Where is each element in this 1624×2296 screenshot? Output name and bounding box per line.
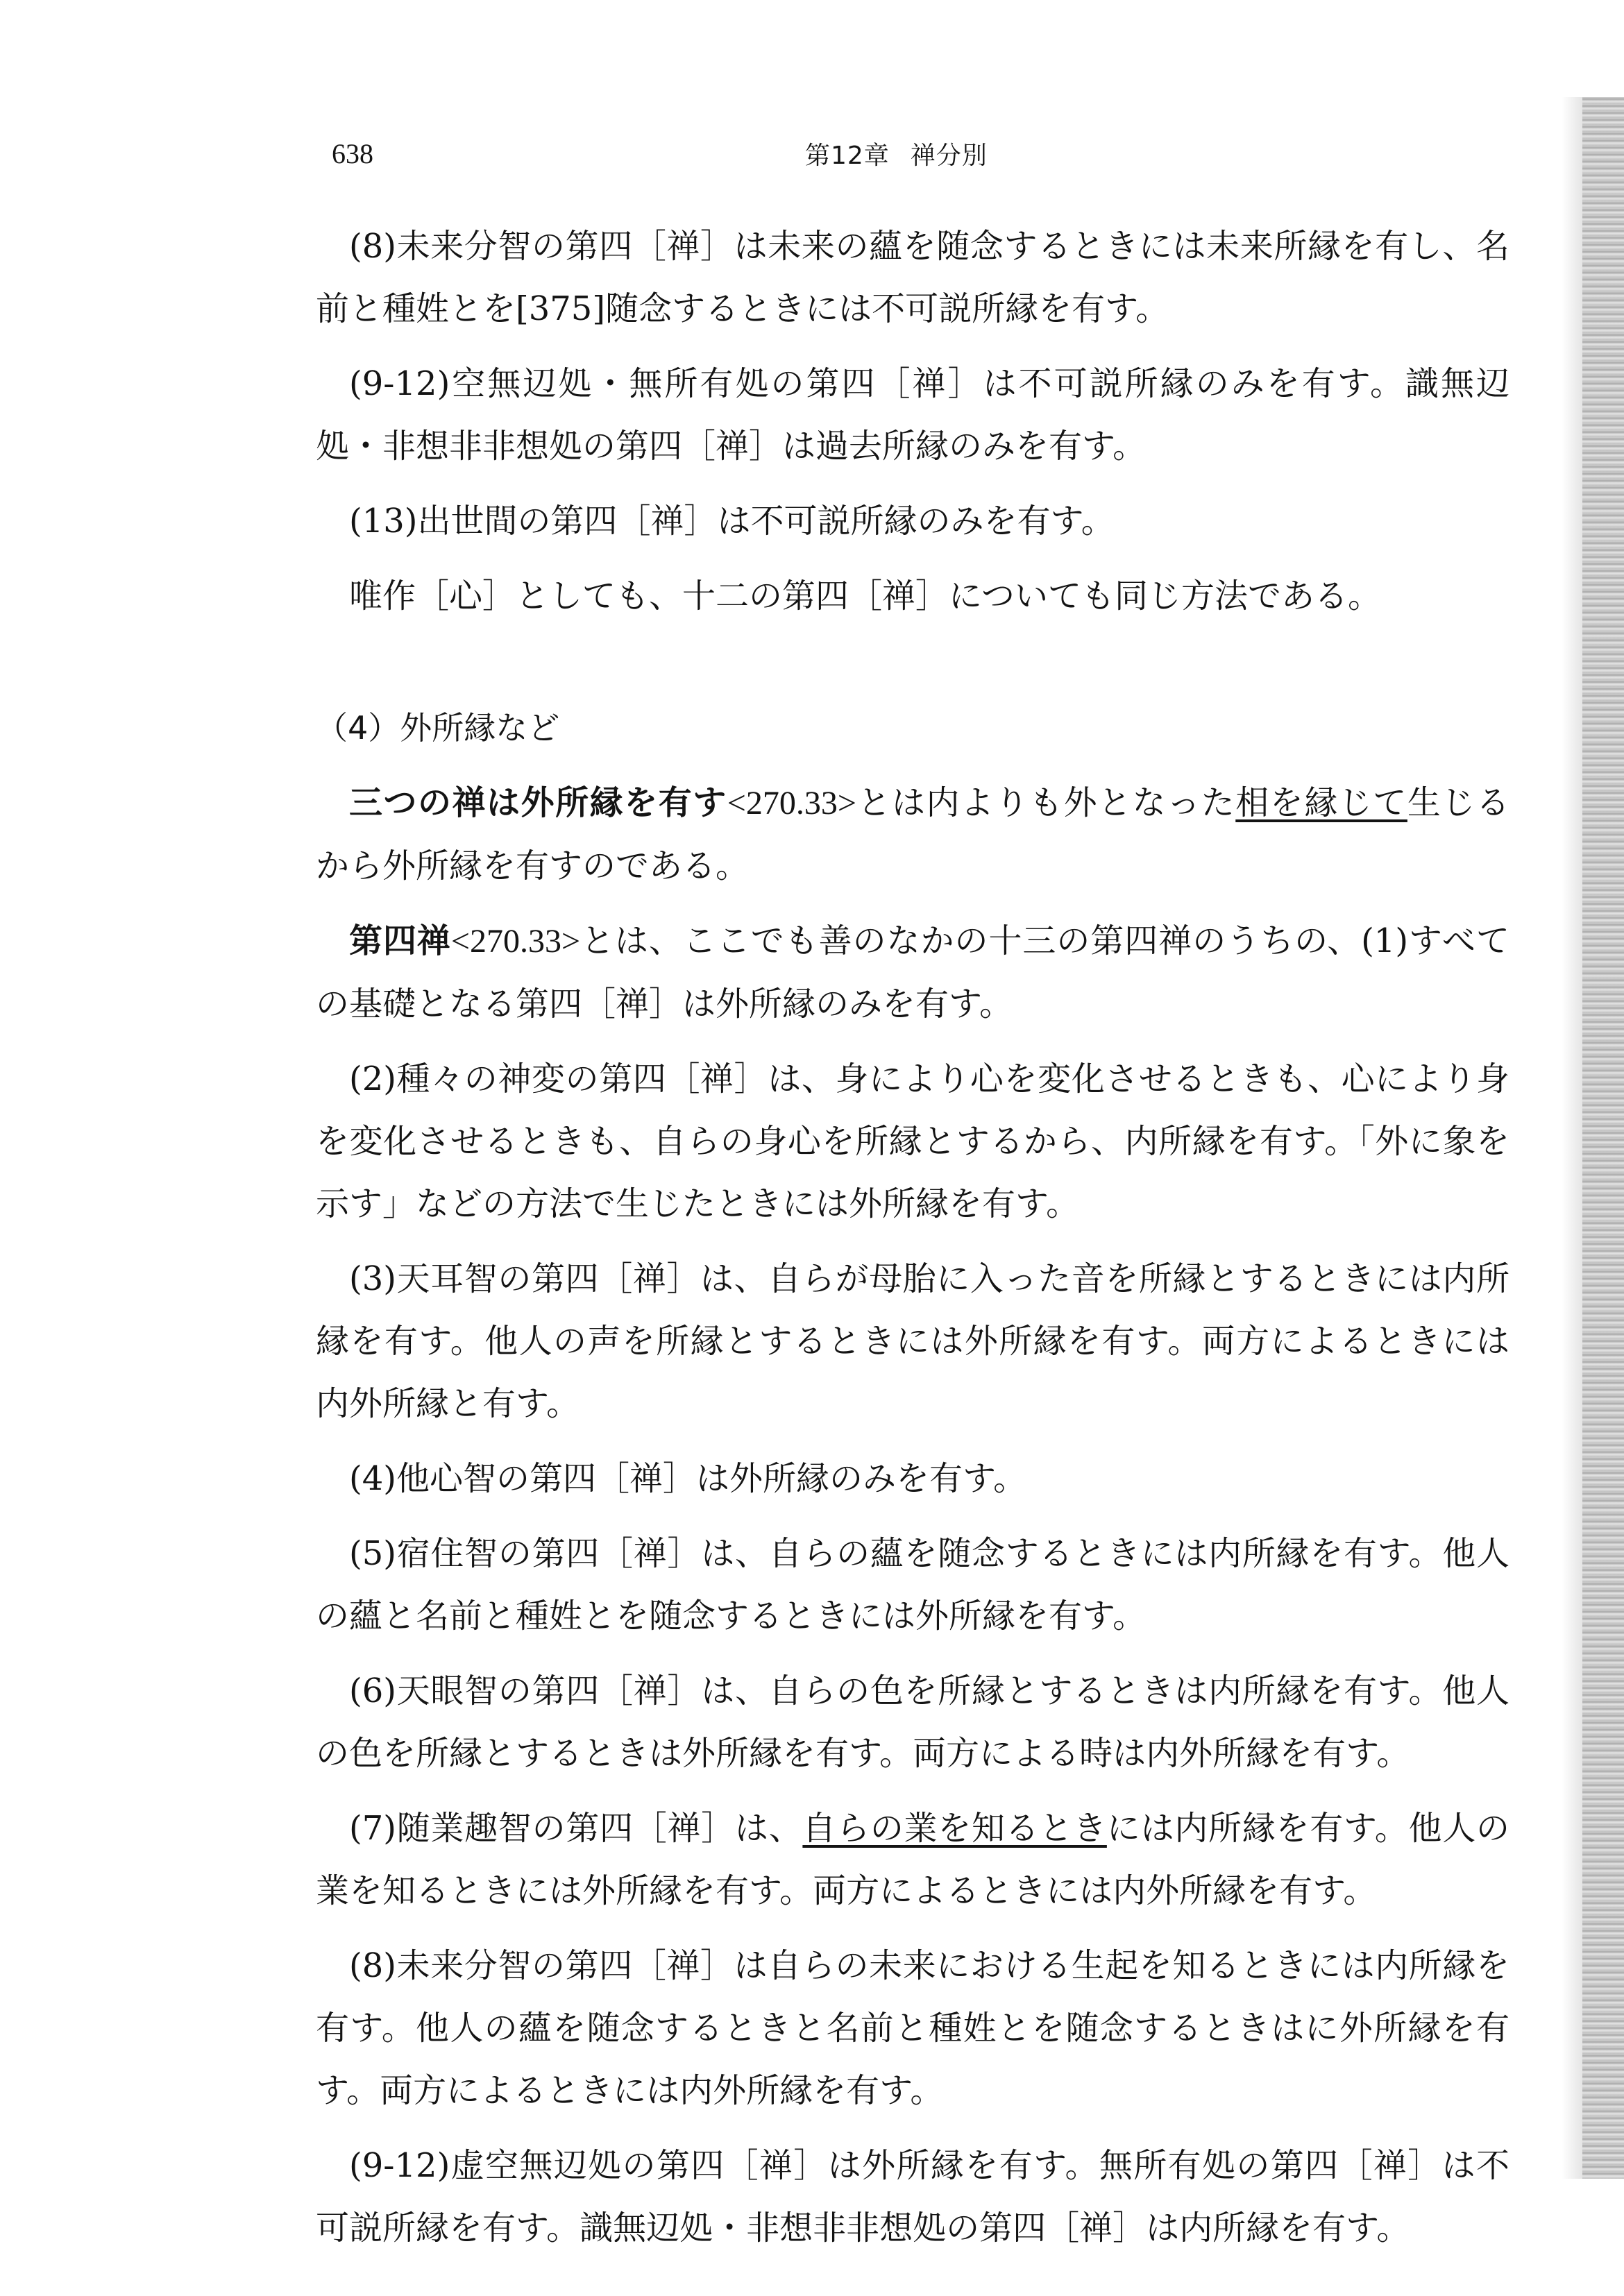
paragraph	[316, 772, 1509, 897]
reference-number: <270.33>	[450, 923, 581, 960]
paragraph	[316, 910, 1509, 1035]
text-run: には内所縁を有す。他人の業を知るときには外所縁を有す。両方によるときには内外所縁を有す。	[316, 1809, 1509, 1910]
paragraph: (13)出世間の第四［禅］は不可説所縁のみを有す。	[349, 502, 1115, 541]
main-text	[316, 215, 1509, 2272]
paragraph: 唯作［心］としても、十二の第四［禅］についても同じ方法である。	[349, 577, 1382, 615]
running-head	[805, 136, 988, 171]
chapter-number: 第12章	[805, 142, 890, 170]
scanned-page-edge	[1582, 97, 1624, 2179]
bold-term: 第四禅	[349, 921, 451, 960]
page-number: 638	[332, 138, 373, 169]
underlined-text: 自らの業を知るとき	[802, 1809, 1107, 1848]
chapter-title: 禅分別	[910, 142, 988, 170]
page-edge-shadow	[1562, 97, 1582, 2179]
text-run: とは、ここでも善のなかの十三の第四禅のうちの、(1)すべての基礎となる第四［禅］は外所縁のみを有す。	[316, 921, 1509, 1023]
underlined-text: 相を縁じて	[1235, 783, 1407, 822]
paragraph: (5)宿住智の第四［禅］は、自らの蘊を随念するときには内所縁を有す。他人の蘊と名前と種姓とを随念するときには外所縁を有す。	[316, 1534, 1509, 1635]
text-run: 生じるから外所縁を有すのである。	[316, 783, 1509, 885]
text-run: (7)随業趣智の第四［禅］は、	[349, 1809, 803, 1848]
paragraph: (4)他心智の第四［禅］は外所縁のみを有す。	[349, 1459, 1027, 1498]
paragraph: (6)天眼智の第四［禅］は、自らの色を所縁とするときは内所縁を有す。他人の色を所縁とするときは外所縁を有す。両方による時は内外所縁を有す。	[316, 1672, 1509, 1773]
bold-term: 三つの禅は外所縁を有す	[349, 783, 727, 822]
paragraph	[316, 1797, 1509, 1922]
paragraph: (9-12)空無辺処・無所有処の第四［禅］は不可説所縁のみを有す。識無辺処・非想非非想処の第四［禅］は過去所縁のみを有す。	[316, 364, 1509, 466]
reference-number: <270.33>	[727, 785, 856, 822]
paragraph: (8)未来分智の第四［禅］は未来の蘊を随念するときには未来所縁を有し、名前と種姓とを[375]随念するときには不可説所縁を有す。	[316, 227, 1509, 328]
paragraph: (3)天耳智の第四［禅］は、自らが母胎に入った音を所縁とするときには内所縁を有す。他人の声を所縁とするときには外所縁を有す。両方によるときには内外所縁と有す。	[316, 1259, 1509, 1423]
text-run: とは内よりも外となった	[856, 783, 1236, 822]
paragraph: (8)未来分智の第四［禅］は自らの未来における生起を知るときには内所縁を有す。他人の蘊を随念するときと名前と種姓とを随念するときはに外所縁を有す。両方によるときには内外所縁を有す。	[316, 1946, 1509, 2110]
paragraph: (2)種々の神変の第四［禅］は、身により心を変化させるときも、心により身を変化させるときも、自らの身心を所縁とするから、内所縁を有す。「外に象を示す」などの方法で生じたときには外所縁を有す。	[316, 1060, 1509, 1223]
paragraph: (9-12)虚空無辺処の第四［禅］は外所縁を有す。無所有処の第四［禅］は不可説所縁を有す。識無辺処・非想非非想処の第四［禅］は内所縁を有す。	[316, 2146, 1509, 2247]
section-heading: （4）外所縁など	[316, 709, 560, 747]
